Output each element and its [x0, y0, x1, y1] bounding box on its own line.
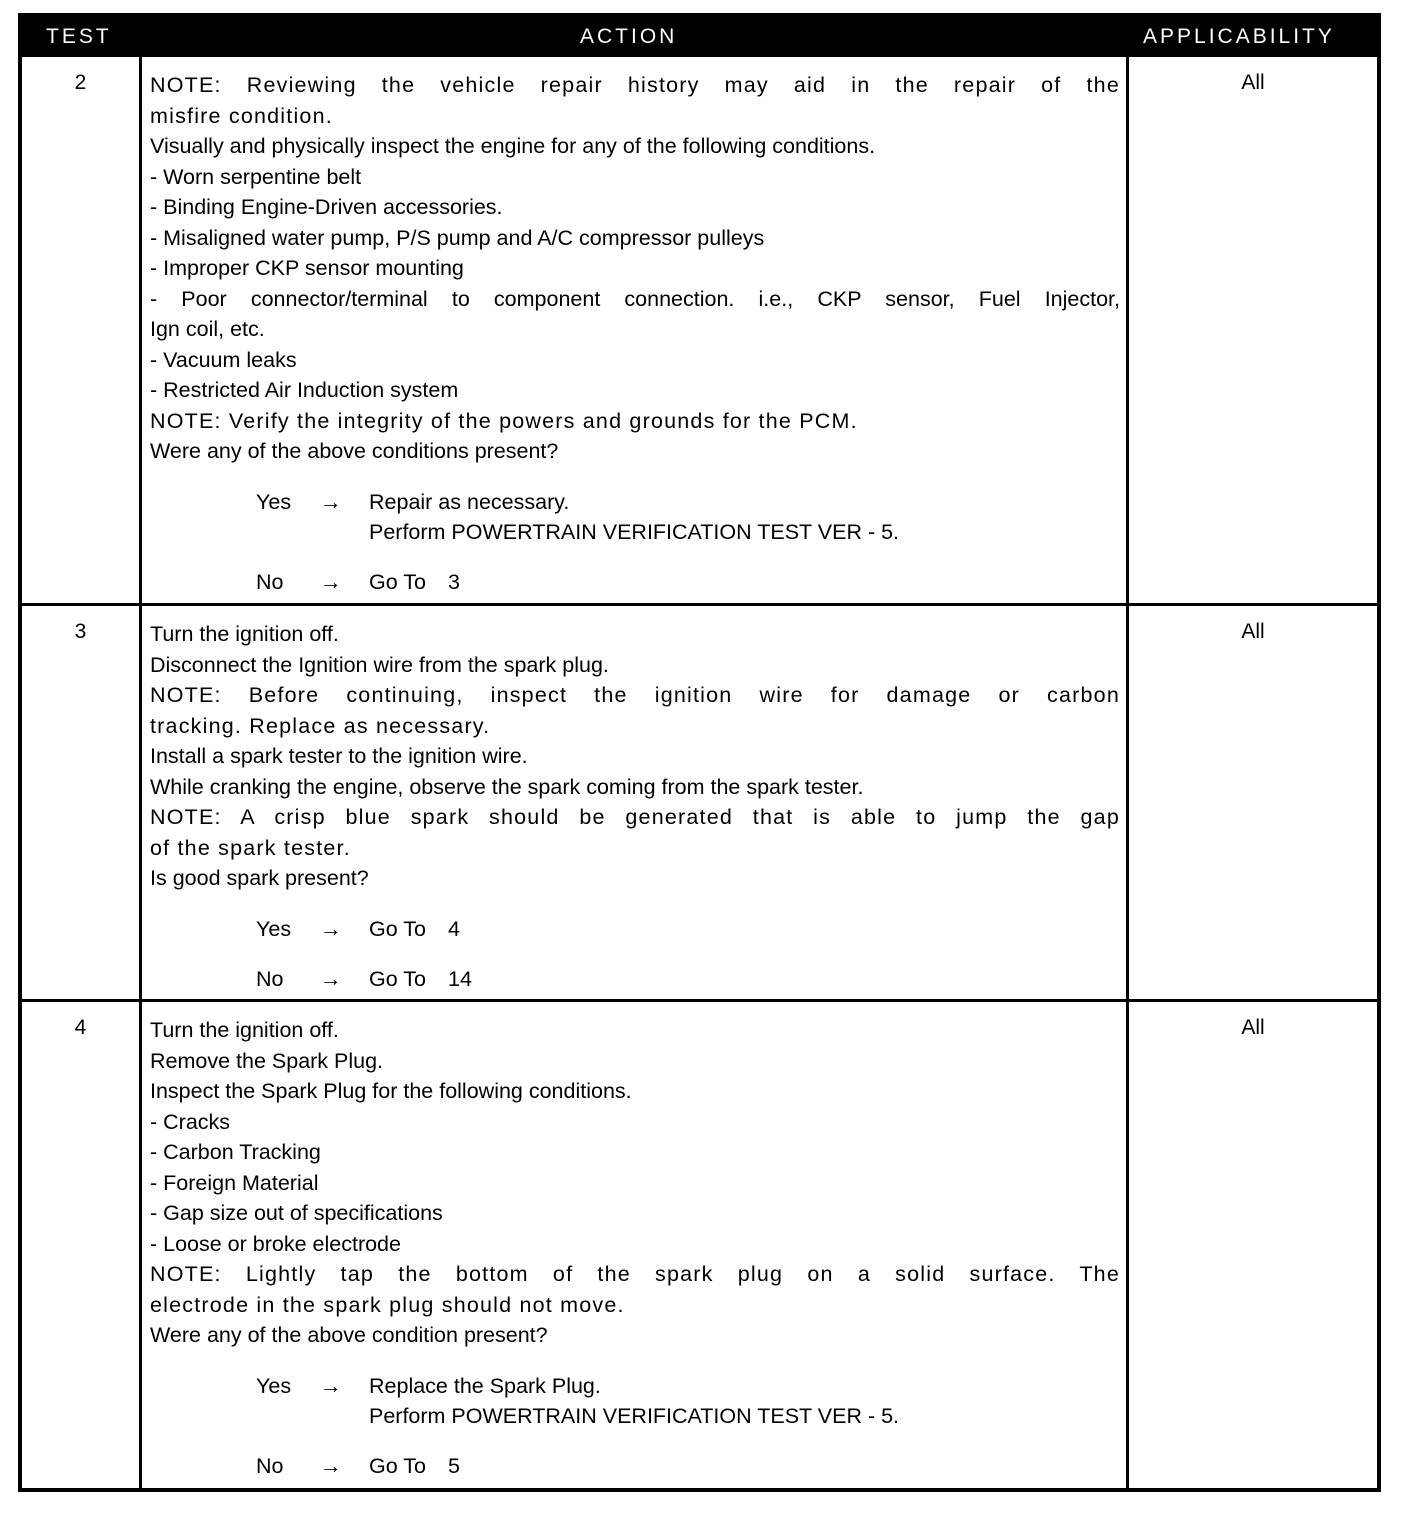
goto-step: 14 [447, 966, 472, 991]
goto-label: Go To [369, 569, 426, 594]
action-line: NOTE: Verify the integrity of the powers and grounds for the PCM. [150, 408, 858, 433]
response-yes [150, 1371, 1120, 1431]
response-no [150, 567, 1120, 597]
goto-step: 3 [447, 569, 460, 594]
arrow-icon: → [320, 1373, 342, 1398]
goto-step: 5 [447, 1453, 460, 1478]
yes-label: Yes [256, 1373, 292, 1398]
action-line: Ign coil, etc. [150, 317, 265, 341]
applicability-value: All [1241, 1016, 1265, 1039]
action-line: Disconnect the Ignition wire from the spark plug. [150, 652, 609, 677]
action-text [150, 1015, 1120, 1481]
no-label: No [256, 966, 284, 991]
action-line: - Binding Engine-Driven accessories. [150, 195, 503, 219]
action-line: NOTE: Lightly tap the bottom of the spark plug on a solid surface. The [150, 1262, 1120, 1286]
action-line: - Cracks [150, 1109, 231, 1134]
goto-link[interactable] [369, 914, 460, 945]
action-line: - Misaligned water pump, P/S pump and A/C compressor pulleys [150, 225, 765, 250]
action-line: Turn the ignition off. [150, 1018, 339, 1042]
action-line: - Worn serpentine belt [150, 164, 362, 189]
action-line: of the spark tester. [150, 835, 351, 860]
goto-step: 4 [447, 916, 460, 941]
header-applicability: APPLICABILITY [1143, 25, 1335, 48]
header-test: TEST [46, 25, 112, 48]
goto-label: Go To [369, 916, 426, 941]
action-line: Visually and physically inspect the engine for any of the following conditions. [150, 134, 876, 158]
action-line: electrode in the spark plug should not move. [150, 1292, 625, 1317]
action-line: NOTE: Before continuing, inspect the ignition wire for damage or carbon [150, 683, 1120, 707]
header-action: ACTION [580, 25, 678, 48]
yes-action: Replace the Spark Plug. [369, 1373, 601, 1398]
diagnostic-table [18, 13, 1381, 1492]
action-line: - Restricted Air Induction system [150, 378, 459, 402]
arrow-icon: → [320, 966, 342, 991]
applicability-value: All [1241, 71, 1265, 94]
arrow-icon: → [320, 916, 342, 941]
yes-action-verify: Perform POWERTRAIN VERIFICATION TEST VER - 5. [369, 1403, 900, 1428]
response-yes [150, 487, 1120, 547]
arrow-icon: → [320, 569, 342, 594]
action-line: Remove the Spark Plug. [150, 1048, 384, 1073]
yes-action: Repair as necessary. [369, 489, 570, 514]
action-line: - Carbon Tracking [150, 1140, 321, 1164]
table-header [22, 17, 1377, 57]
action-line: While cranking the engine, observe the spark coming from the spark tester. [150, 774, 864, 799]
action-line: Inspect the Spark Plug for the following conditions. [150, 1079, 632, 1103]
action-line: Were any of the above conditions present? [150, 439, 559, 463]
action-line: NOTE: Reviewing the vehicle repair history may aid in the repair of the [150, 73, 1120, 97]
test-number: 4 [74, 1016, 87, 1039]
table-row-test-2 [22, 57, 1377, 603]
applicability-value: All [1241, 620, 1265, 643]
no-label: No [256, 1453, 284, 1478]
action-line: - Improper CKP sensor mounting [150, 256, 464, 280]
response-no [150, 964, 1120, 994]
goto-link[interactable] [369, 1451, 460, 1482]
action-line: Is good spark present? [150, 866, 369, 890]
goto-link[interactable] [369, 964, 472, 995]
action-line: - Vacuum leaks [150, 347, 297, 372]
table-row-test-3 [22, 606, 1377, 999]
goto-label: Go To [369, 1453, 426, 1478]
action-line: - Poor connector/terminal to component connection. i.e., CKP sensor, Fuel Injector, [150, 286, 1120, 311]
action-line: Were any of the above condition present? [150, 1323, 548, 1347]
action-line: NOTE: A crisp blue spark should be generated that is able to jump the gap [150, 805, 1120, 829]
action-text [150, 619, 1120, 994]
action-text [150, 70, 1120, 597]
arrow-icon: → [320, 489, 342, 514]
no-label: No [256, 569, 284, 594]
test-number: 2 [74, 71, 87, 94]
response-no [150, 1451, 1120, 1481]
action-line: - Loose or broke electrode [150, 1231, 401, 1256]
table-row-test-4 [22, 1002, 1377, 1488]
response-yes [150, 914, 1120, 944]
action-line: Turn the ignition off. [150, 622, 339, 646]
action-line: - Foreign Material [150, 1170, 319, 1195]
arrow-icon: → [320, 1453, 342, 1478]
action-line: - Gap size out of specifications [150, 1201, 443, 1225]
action-line: Install a spark tester to the ignition wire. [150, 744, 528, 768]
test-number: 3 [74, 620, 87, 643]
yes-label: Yes [256, 489, 292, 514]
goto-label: Go To [369, 966, 426, 991]
yes-label: Yes [256, 916, 292, 941]
action-line: tracking. Replace as necessary. [150, 713, 491, 738]
action-line: misfire condition. [150, 103, 333, 128]
yes-action-verify: Perform POWERTRAIN VERIFICATION TEST VER - 5. [369, 519, 900, 544]
goto-link[interactable] [369, 567, 460, 598]
